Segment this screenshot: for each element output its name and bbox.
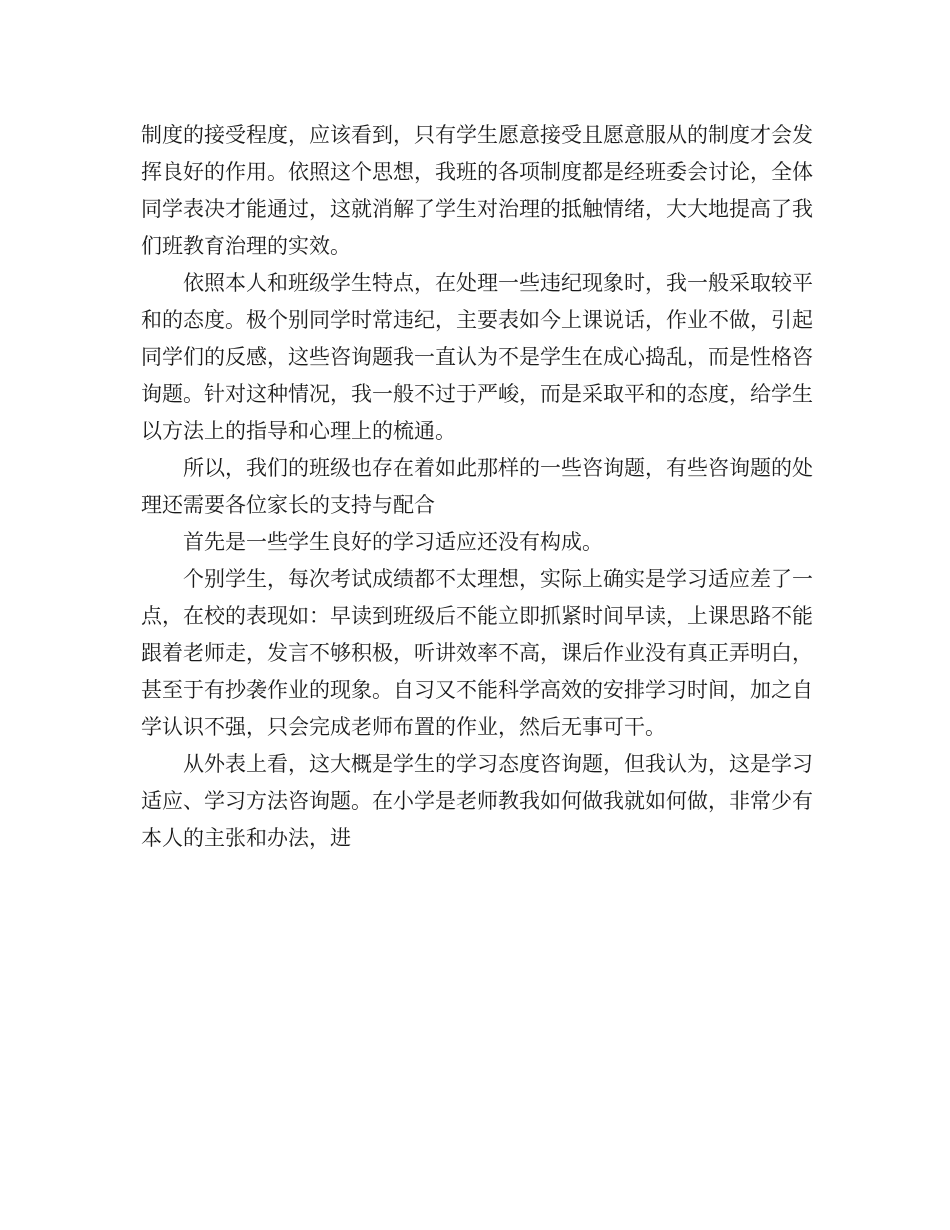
paragraph: 制度的接受程度，应该看到，只有学生愿意接受且愿意服从的制度才会发挥良好的作用。依照这个思想，我班的各项制度都是经班委会讨论，全体同学表决才能通过，这就消解了学生对治理的抵触情绪，大大地提高了我们班教育治理的实效。: [141, 123, 813, 258]
paragraph: 首先是一些学生良好的学习适应还没有构成。: [183, 530, 603, 554]
paragraph: 从外表上看，这大概是学生的学习态度咨询题，但我认为，这是学习适应、学习方法咨询题。在小学是老师教我如何做我就如何做，非常少有本人的主张和办法，进: [141, 752, 813, 850]
document-body: [141, 117, 813, 857]
paragraph: 依照本人和班级学生特点，在处理一些违纪现象时，我一般采取较平和的态度。极个别同学时常违纪，主要表如今上课说话，作业不做，引起同学们的反感，这些咨询题我一直认为不是学生在成心捣乱，而是性格咨询题。针对这种情况，我一般不过于严峻，而是采取平和的态度，给学生以方法上的指导和心理上的梳通。: [141, 271, 813, 443]
paragraph: 个别学生，每次考试成绩都不太理想，实际上确实是学习适应差了一点，在校的表现如：早读到班级后不能立即抓紧时间早读，上课思路不能跟着老师走，发言不够积极，听讲效率不高，课后作业没有真正弄明白，甚至于有抄袭作业的现象。自习又不能科学高效的安排学习时间，加之自学认识不强，只会完成老师布置的作业，然后无事可干。: [141, 567, 813, 739]
paragraph: 所以，我们的班级也存在着如此那样的一些咨询题，有些咨询题的处理还需要各位家长的支持与配合: [141, 456, 813, 517]
